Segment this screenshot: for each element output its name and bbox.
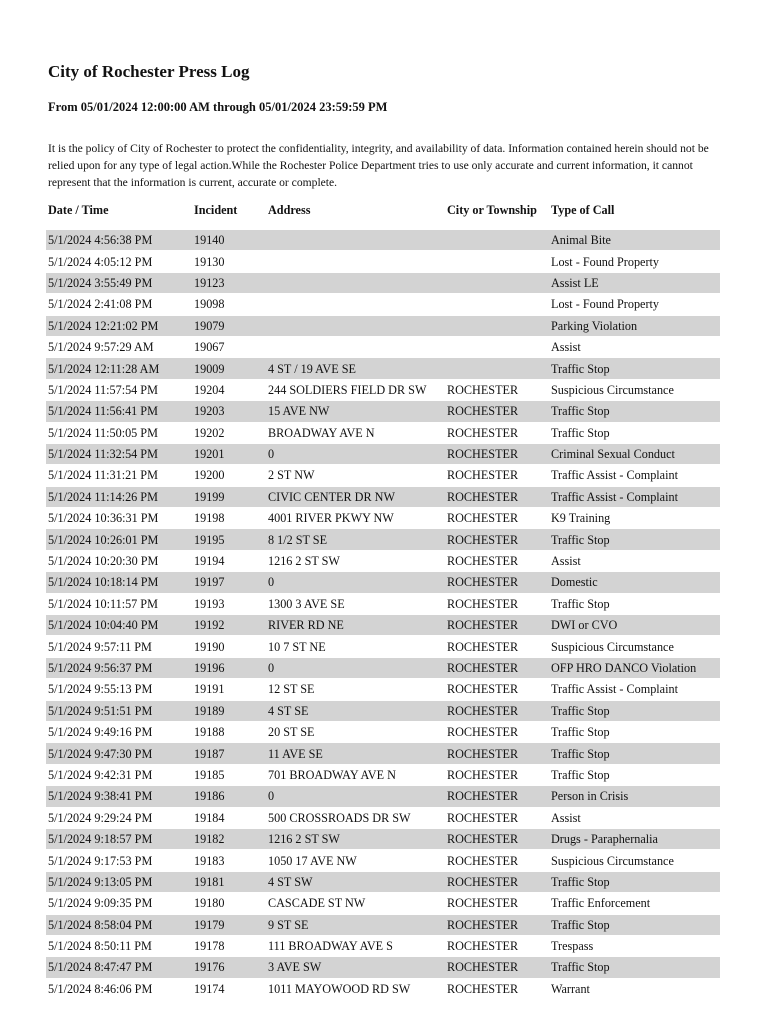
table-row	[46, 850, 720, 871]
cell-city: ROCHESTER	[445, 957, 549, 978]
cell-address: 1050 17 AVE NW	[266, 850, 445, 871]
cell-city: ROCHESTER	[445, 828, 549, 849]
cell-type-of-call: Parking Violation	[549, 315, 720, 336]
cell-city: ROCHESTER	[445, 850, 549, 871]
cell-date-time: 5/1/2024 8:47:47 PM	[46, 957, 192, 978]
cell-incident: 19174	[192, 978, 266, 999]
table-row	[46, 764, 720, 785]
cell-incident: 19202	[192, 422, 266, 443]
cell-date-time: 5/1/2024 2:41:08 PM	[46, 294, 192, 315]
cell-incident: 19067	[192, 336, 266, 357]
table-row	[46, 401, 720, 422]
table-row	[46, 893, 720, 914]
cell-city	[445, 315, 549, 336]
cell-type-of-call: Traffic Assist - Complaint	[549, 486, 720, 507]
cell-date-time: 5/1/2024 9:17:53 PM	[46, 850, 192, 871]
cell-address: CIVIC CENTER DR NW	[266, 486, 445, 507]
cell-type-of-call: Warrant	[549, 978, 720, 999]
cell-type-of-call: Traffic Stop	[549, 764, 720, 785]
table-row	[46, 721, 720, 742]
cell-address	[266, 315, 445, 336]
cell-type-of-call: Suspicious Circumstance	[549, 379, 720, 400]
cell-city: ROCHESTER	[445, 871, 549, 892]
cell-city: ROCHESTER	[445, 593, 549, 614]
cell-address: 701 BROADWAY AVE N	[266, 764, 445, 785]
cell-incident: 19098	[192, 294, 266, 315]
cell-address: 0	[266, 786, 445, 807]
table-row	[46, 230, 720, 251]
cell-date-time: 5/1/2024 12:11:28 AM	[46, 358, 192, 379]
cell-incident: 19190	[192, 636, 266, 657]
table-row	[46, 636, 720, 657]
cell-incident: 19199	[192, 486, 266, 507]
col-header-address: Address	[268, 203, 311, 217]
table-row	[46, 358, 720, 379]
cell-type-of-call: Traffic Stop	[549, 700, 720, 721]
cell-incident: 19079	[192, 315, 266, 336]
cell-incident: 19195	[192, 529, 266, 550]
cell-date-time: 5/1/2024 11:32:54 PM	[46, 443, 192, 464]
cell-type-of-call: Traffic Assist - Complaint	[549, 679, 720, 700]
cell-address: 2 ST NW	[266, 465, 445, 486]
cell-incident: 19178	[192, 935, 266, 956]
table-row	[46, 422, 720, 443]
cell-address	[266, 230, 445, 251]
cell-city: ROCHESTER	[445, 657, 549, 678]
cell-address	[266, 272, 445, 293]
table-body	[46, 230, 720, 1000]
cell-address: 500 CROSSROADS DR SW	[266, 807, 445, 828]
cell-type-of-call: Animal Bite	[549, 230, 720, 251]
table-row	[46, 807, 720, 828]
cell-date-time: 5/1/2024 9:51:51 PM	[46, 700, 192, 721]
cell-city: ROCHESTER	[445, 978, 549, 999]
cell-incident: 19192	[192, 615, 266, 636]
cell-city: ROCHESTER	[445, 679, 549, 700]
table-row	[46, 657, 720, 678]
cell-city: ROCHESTER	[445, 615, 549, 636]
date-range-subtitle: From 05/01/2024 12:00:00 AM through 05/01/2024 23:59:59 PM	[48, 100, 388, 114]
cell-city: ROCHESTER	[445, 508, 549, 529]
cell-address: 111 BROADWAY AVE S	[266, 935, 445, 956]
cell-type-of-call: Traffic Stop	[549, 871, 720, 892]
cell-date-time: 5/1/2024 12:21:02 PM	[46, 315, 192, 336]
cell-type-of-call: Traffic Stop	[549, 743, 720, 764]
cell-incident: 19200	[192, 465, 266, 486]
table-row	[46, 508, 720, 529]
cell-type-of-call: Assist	[549, 807, 720, 828]
cell-incident: 19188	[192, 721, 266, 742]
cell-address: 4 ST SE	[266, 700, 445, 721]
cell-city: ROCHESTER	[445, 786, 549, 807]
press-log-table	[46, 192, 720, 999]
page-title: City of Rochester Press Log	[48, 62, 250, 81]
cell-date-time: 5/1/2024 8:46:06 PM	[46, 978, 192, 999]
table-row	[46, 871, 720, 892]
cell-type-of-call: Traffic Stop	[549, 593, 720, 614]
cell-type-of-call: Traffic Stop	[549, 422, 720, 443]
cell-address: 11 AVE SE	[266, 743, 445, 764]
table-row	[46, 251, 720, 272]
table-row	[46, 914, 720, 935]
cell-incident: 19184	[192, 807, 266, 828]
cell-incident: 19130	[192, 251, 266, 272]
cell-address: 4 ST / 19 AVE SE	[266, 358, 445, 379]
col-header-incident: Incident	[194, 203, 238, 217]
cell-type-of-call: Criminal Sexual Conduct	[549, 443, 720, 464]
col-header-type-of-call: Type of Call	[551, 203, 615, 217]
cell-address: 4001 RIVER PKWY NW	[266, 508, 445, 529]
table-row	[46, 978, 720, 999]
cell-address: 9 ST SE	[266, 914, 445, 935]
cell-incident: 19187	[192, 743, 266, 764]
cell-incident: 19201	[192, 443, 266, 464]
cell-address: 12 ST SE	[266, 679, 445, 700]
cell-incident: 19181	[192, 871, 266, 892]
table-row	[46, 700, 720, 721]
table-row	[46, 486, 720, 507]
cell-type-of-call: Traffic Stop	[549, 914, 720, 935]
cell-type-of-call: Trespass	[549, 935, 720, 956]
cell-date-time: 5/1/2024 9:18:57 PM	[46, 828, 192, 849]
cell-city: ROCHESTER	[445, 721, 549, 742]
cell-incident: 19140	[192, 230, 266, 251]
cell-incident: 19179	[192, 914, 266, 935]
cell-city: ROCHESTER	[445, 636, 549, 657]
cell-city: ROCHESTER	[445, 914, 549, 935]
cell-incident: 19198	[192, 508, 266, 529]
table-row	[46, 294, 720, 315]
cell-address: BROADWAY AVE N	[266, 422, 445, 443]
cell-type-of-call: Suspicious Circumstance	[549, 636, 720, 657]
table-row	[46, 935, 720, 956]
cell-incident: 19009	[192, 358, 266, 379]
cell-address: 244 SOLDIERS FIELD DR SW	[266, 379, 445, 400]
cell-city: ROCHESTER	[445, 486, 549, 507]
cell-date-time: 5/1/2024 9:42:31 PM	[46, 764, 192, 785]
cell-city	[445, 336, 549, 357]
cell-city	[445, 358, 549, 379]
cell-type-of-call: OFP HRO DANCO Violation	[549, 657, 720, 678]
cell-city	[445, 230, 549, 251]
cell-incident: 19196	[192, 657, 266, 678]
cell-date-time: 5/1/2024 10:18:14 PM	[46, 572, 192, 593]
col-header-city-township: City or Township	[447, 203, 537, 217]
cell-type-of-call: DWI or CVO	[549, 615, 720, 636]
table-row	[46, 465, 720, 486]
cell-type-of-call: Drugs - Paraphernalia	[549, 828, 720, 849]
table-row	[46, 572, 720, 593]
cell-city: ROCHESTER	[445, 422, 549, 443]
cell-city: ROCHESTER	[445, 379, 549, 400]
cell-date-time: 5/1/2024 8:50:11 PM	[46, 935, 192, 956]
cell-city	[445, 294, 549, 315]
cell-incident: 19197	[192, 572, 266, 593]
cell-city: ROCHESTER	[445, 572, 549, 593]
cell-type-of-call: Traffic Stop	[549, 358, 720, 379]
cell-city: ROCHESTER	[445, 743, 549, 764]
cell-city: ROCHESTER	[445, 443, 549, 464]
cell-incident: 19182	[192, 828, 266, 849]
cell-date-time: 5/1/2024 4:56:38 PM	[46, 230, 192, 251]
cell-type-of-call: Traffic Enforcement	[549, 893, 720, 914]
col-header-date-time: Date / Time	[48, 203, 109, 217]
cell-address: 0	[266, 443, 445, 464]
cell-city: ROCHESTER	[445, 550, 549, 571]
cell-date-time: 5/1/2024 9:29:24 PM	[46, 807, 192, 828]
table-row	[46, 679, 720, 700]
cell-address: 3 AVE SW	[266, 957, 445, 978]
cell-type-of-call: K9 Training	[549, 508, 720, 529]
cell-address	[266, 336, 445, 357]
table-row	[46, 550, 720, 571]
table-row	[46, 828, 720, 849]
cell-address: CASCADE ST NW	[266, 893, 445, 914]
cell-date-time: 5/1/2024 11:31:21 PM	[46, 465, 192, 486]
cell-address: 10 7 ST NE	[266, 636, 445, 657]
cell-date-time: 5/1/2024 11:56:41 PM	[46, 401, 192, 422]
cell-date-time: 5/1/2024 10:20:30 PM	[46, 550, 192, 571]
cell-address: 15 AVE NW	[266, 401, 445, 422]
cell-date-time: 5/1/2024 9:13:05 PM	[46, 871, 192, 892]
cell-city	[445, 251, 549, 272]
cell-address: 4 ST SW	[266, 871, 445, 892]
table-header	[46, 192, 720, 230]
cell-incident: 19204	[192, 379, 266, 400]
cell-incident: 19186	[192, 786, 266, 807]
cell-type-of-call: Lost - Found Property	[549, 251, 720, 272]
cell-incident: 19191	[192, 679, 266, 700]
cell-type-of-call: Traffic Stop	[549, 721, 720, 742]
cell-type-of-call: Suspicious Circumstance	[549, 850, 720, 871]
cell-address: 0	[266, 572, 445, 593]
cell-date-time: 5/1/2024 9:09:35 PM	[46, 893, 192, 914]
cell-type-of-call: Person in Crisis	[549, 786, 720, 807]
cell-type-of-call: Traffic Stop	[549, 529, 720, 550]
cell-date-time: 5/1/2024 10:04:40 PM	[46, 615, 192, 636]
table-row	[46, 443, 720, 464]
table-row	[46, 272, 720, 293]
table-row	[46, 379, 720, 400]
cell-city: ROCHESTER	[445, 764, 549, 785]
cell-date-time: 5/1/2024 3:55:49 PM	[46, 272, 192, 293]
cell-address: 20 ST SE	[266, 721, 445, 742]
cell-city: ROCHESTER	[445, 700, 549, 721]
cell-type-of-call: Assist LE	[549, 272, 720, 293]
cell-address	[266, 251, 445, 272]
cell-type-of-call: Traffic Stop	[549, 957, 720, 978]
cell-type-of-call: Assist	[549, 336, 720, 357]
header-row	[46, 192, 720, 230]
table-row	[46, 743, 720, 764]
cell-address	[266, 294, 445, 315]
cell-address: 0	[266, 657, 445, 678]
cell-incident: 19180	[192, 893, 266, 914]
cell-incident: 19193	[192, 593, 266, 614]
cell-city: ROCHESTER	[445, 807, 549, 828]
cell-address: 1216 2 ST SW	[266, 828, 445, 849]
table-row	[46, 593, 720, 614]
cell-date-time: 5/1/2024 4:05:12 PM	[46, 251, 192, 272]
cell-date-time: 5/1/2024 10:36:31 PM	[46, 508, 192, 529]
cell-address: 1011 MAYOWOOD RD SW	[266, 978, 445, 999]
cell-date-time: 5/1/2024 10:26:01 PM	[46, 529, 192, 550]
cell-incident: 19189	[192, 700, 266, 721]
table-row	[46, 615, 720, 636]
cell-incident: 19183	[192, 850, 266, 871]
cell-date-time: 5/1/2024 11:57:54 PM	[46, 379, 192, 400]
table-row	[46, 315, 720, 336]
cell-incident: 19176	[192, 957, 266, 978]
cell-date-time: 5/1/2024 11:14:26 PM	[46, 486, 192, 507]
table-row	[46, 529, 720, 550]
cell-incident: 19123	[192, 272, 266, 293]
cell-address: RIVER RD NE	[266, 615, 445, 636]
cell-city: ROCHESTER	[445, 465, 549, 486]
cell-date-time: 5/1/2024 11:50:05 PM	[46, 422, 192, 443]
cell-city: ROCHESTER	[445, 893, 549, 914]
cell-incident: 19185	[192, 764, 266, 785]
cell-address: 1216 2 ST SW	[266, 550, 445, 571]
table-row	[46, 336, 720, 357]
cell-incident: 19194	[192, 550, 266, 571]
cell-address: 8 1/2 ST SE	[266, 529, 445, 550]
cell-date-time: 5/1/2024 9:38:41 PM	[46, 786, 192, 807]
policy-disclaimer: It is the policy of City of Rochester to protect the confidentiality, integrity, and availability of data. Information contained herein should not be relied upon for any type of legal action.While the Rochester Police Department tries to use only accurate and current information, it cannot represent that the information is current, accurate or complete.	[48, 142, 709, 189]
table-row	[46, 957, 720, 978]
cell-date-time: 5/1/2024 9:47:30 PM	[46, 743, 192, 764]
cell-date-time: 5/1/2024 8:58:04 PM	[46, 914, 192, 935]
cell-address: 1300 3 AVE SE	[266, 593, 445, 614]
cell-date-time: 5/1/2024 10:11:57 PM	[46, 593, 192, 614]
cell-city: ROCHESTER	[445, 935, 549, 956]
cell-date-time: 5/1/2024 9:49:16 PM	[46, 721, 192, 742]
cell-date-time: 5/1/2024 9:57:11 PM	[46, 636, 192, 657]
cell-incident: 19203	[192, 401, 266, 422]
cell-date-time: 5/1/2024 9:55:13 PM	[46, 679, 192, 700]
cell-type-of-call: Domestic	[549, 572, 720, 593]
cell-date-time: 5/1/2024 9:56:37 PM	[46, 657, 192, 678]
table-row	[46, 786, 720, 807]
cell-date-time: 5/1/2024 9:57:29 AM	[46, 336, 192, 357]
cell-city: ROCHESTER	[445, 529, 549, 550]
cell-type-of-call: Traffic Stop	[549, 401, 720, 422]
cell-city	[445, 272, 549, 293]
cell-type-of-call: Traffic Assist - Complaint	[549, 465, 720, 486]
cell-type-of-call: Assist	[549, 550, 720, 571]
cell-type-of-call: Lost - Found Property	[549, 294, 720, 315]
cell-city: ROCHESTER	[445, 401, 549, 422]
